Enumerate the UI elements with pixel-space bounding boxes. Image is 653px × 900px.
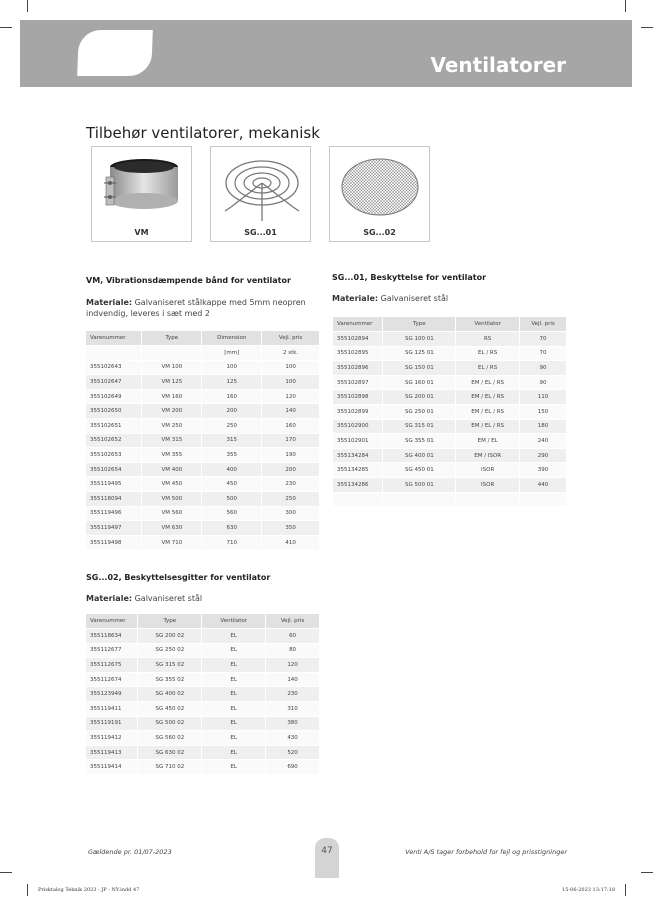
table-row xyxy=(86,658,320,673)
product-card-sg02 xyxy=(329,146,430,242)
crop-mark xyxy=(625,884,626,896)
table-row xyxy=(86,448,320,463)
table-cell: VM 200 xyxy=(142,404,202,419)
table-cell: SG 355 01 xyxy=(383,434,456,449)
table-row xyxy=(333,361,567,376)
table-row xyxy=(86,375,320,390)
table-cell: EL xyxy=(202,672,266,687)
material-label: Materiale: xyxy=(86,298,133,307)
crop-mark xyxy=(641,27,653,28)
table-cell xyxy=(520,492,567,507)
table-cell: 140 xyxy=(262,404,320,419)
table-cell: 355 xyxy=(202,448,262,463)
table-cell: 110 xyxy=(520,390,567,405)
table-cell: VM 315 xyxy=(142,433,202,448)
table-cell: SG 250 02 xyxy=(138,643,202,658)
table-cell: 355118634 xyxy=(86,629,138,644)
table-cell: 355119496 xyxy=(86,506,142,521)
table-cell: 315 xyxy=(202,433,262,448)
table-cell: 355102899 xyxy=(333,405,383,420)
table-cell: 355134286 xyxy=(333,478,383,493)
table-row xyxy=(333,419,567,434)
table-cell: 400 xyxy=(202,462,262,477)
table-cell: 430 xyxy=(266,731,320,746)
table-cell: VM 630 xyxy=(142,521,202,536)
material-label: Materiale: xyxy=(332,294,379,303)
table-cell: EL / RS xyxy=(456,361,520,376)
disclaimer: Venti A/S tager forbehold for fejl og prisstigninger xyxy=(405,848,567,856)
table-cell: 355112675 xyxy=(86,658,138,673)
table-cell: 160 xyxy=(262,419,320,434)
table-cell: VM 710 xyxy=(142,535,202,550)
table-row xyxy=(86,731,320,746)
column-header: Type xyxy=(383,317,456,332)
table-row xyxy=(86,492,320,507)
print-slug-date: 15-06-2023 13:17:18 xyxy=(562,887,615,893)
table-cell: ISOR xyxy=(456,478,520,493)
unit-cell xyxy=(142,346,202,361)
table-row xyxy=(333,390,567,405)
table-cell: 355119413 xyxy=(86,745,138,760)
table-cell: 180 xyxy=(520,419,567,434)
crop-mark xyxy=(0,27,12,28)
table-cell: SG 400 02 xyxy=(138,687,202,702)
table-cell xyxy=(383,492,456,507)
table-cell: 710 xyxy=(202,535,262,550)
table-cell: VM 125 xyxy=(142,375,202,390)
table-cell: 520 xyxy=(266,745,320,760)
table-cell: 310 xyxy=(266,702,320,717)
vm-clamp-image xyxy=(92,147,193,227)
table-row xyxy=(86,389,320,404)
table-cell: RS xyxy=(456,332,520,347)
crop-mark xyxy=(625,0,626,12)
table-cell: EL xyxy=(202,760,266,775)
sg02-price-table xyxy=(86,614,320,775)
table-row xyxy=(86,521,320,536)
table-cell: 120 xyxy=(262,389,320,404)
sg01-guard-image xyxy=(211,147,312,227)
table-cell: EL / RS xyxy=(456,346,520,361)
column-header: Dimension xyxy=(202,331,262,346)
table-row xyxy=(86,643,320,658)
column-header: Type xyxy=(138,614,202,629)
table-cell: SG 125 01 xyxy=(383,346,456,361)
header-band xyxy=(20,20,632,87)
sg01-price-table xyxy=(333,317,567,507)
page-title: Tilbehør ventilatorer, mekanisk xyxy=(86,124,320,142)
table-cell: 380 xyxy=(266,716,320,731)
table-cell: SG 150 01 xyxy=(383,361,456,376)
table-cell: 250 xyxy=(202,419,262,434)
table-cell: 355119414 xyxy=(86,760,138,775)
table-cell: 355102647 xyxy=(86,375,142,390)
table-row xyxy=(86,745,320,760)
vm-price-table xyxy=(86,331,320,550)
table-cell: VM 400 xyxy=(142,462,202,477)
validity-note: Gældende pr. 01/07-2023 xyxy=(88,848,172,856)
table-row xyxy=(86,462,320,477)
table-cell: 200 xyxy=(202,404,262,419)
table-cell: ISOR xyxy=(456,463,520,478)
column-header: Varenummer xyxy=(333,317,383,332)
table-cell: 240 xyxy=(520,434,567,449)
table-cell: EL xyxy=(202,629,266,644)
unit-cell: 2 stk. xyxy=(262,346,320,361)
table-cell: SG 200 01 xyxy=(383,390,456,405)
table-cell: EL xyxy=(202,716,266,731)
table-cell: SG 500 02 xyxy=(138,716,202,731)
table-row xyxy=(333,346,567,361)
material-label: Materiale: xyxy=(86,594,133,603)
table-cell: 500 xyxy=(202,492,262,507)
table-row xyxy=(86,506,320,521)
table-cell: VM 500 xyxy=(142,492,202,507)
table-cell: EL xyxy=(202,687,266,702)
table-cell: 355112677 xyxy=(86,643,138,658)
table-cell: EL xyxy=(202,658,266,673)
table-cell: SG 630 02 xyxy=(138,745,202,760)
table-row xyxy=(86,360,320,375)
table-row xyxy=(86,629,320,644)
table-row xyxy=(86,760,320,775)
table-cell: 355102894 xyxy=(333,332,383,347)
table-row xyxy=(86,404,320,419)
table-cell: SG 250 01 xyxy=(383,405,456,420)
section-title-header: Ventilatorer xyxy=(430,53,566,77)
column-header: Vejl. pris xyxy=(266,614,320,629)
table-cell: 80 xyxy=(266,643,320,658)
table-cell: 355119495 xyxy=(86,477,142,492)
table-cell: EL xyxy=(202,702,266,717)
table-cell: 100 xyxy=(262,375,320,390)
table-row xyxy=(333,463,567,478)
table-cell: VM 250 xyxy=(142,419,202,434)
table-cell: EL xyxy=(202,643,266,658)
table-cell: SG 160 01 xyxy=(383,375,456,390)
material-text: Galvaniseret stål xyxy=(134,594,203,603)
table-row xyxy=(333,448,567,463)
table-cell: 160 xyxy=(202,389,262,404)
table-cell: EM / EL xyxy=(456,434,520,449)
table-cell: 355118094 xyxy=(86,492,142,507)
unit-cell xyxy=(86,346,142,361)
material-text: Galvaniseret stålkappe med 5mm neopren indvendig, leveres i sæt med 2 xyxy=(86,298,306,318)
table-cell: EM / EL / RS xyxy=(456,419,520,434)
table-cell: 230 xyxy=(266,687,320,702)
sg01-section-title: SG...01, Beskyttelse for ventilator xyxy=(332,273,487,282)
table-cell: 250 xyxy=(262,492,320,507)
table-cell: 350 xyxy=(262,521,320,536)
table-cell: SG 500 01 xyxy=(383,478,456,493)
crop-mark xyxy=(0,872,12,873)
table-row xyxy=(86,433,320,448)
product-caption: VM xyxy=(134,228,149,237)
table-cell: 150 xyxy=(520,405,567,420)
table-cell: SG 315 02 xyxy=(138,658,202,673)
table-cell: 70 xyxy=(520,332,567,347)
crop-mark xyxy=(641,872,653,873)
table-cell: SG 315 01 xyxy=(383,419,456,434)
column-header: Type xyxy=(142,331,202,346)
table-row xyxy=(86,419,320,434)
product-card-vm xyxy=(91,146,192,242)
table-cell: 90 xyxy=(520,361,567,376)
table-header-row xyxy=(86,614,320,629)
table-cell: 300 xyxy=(262,506,320,521)
table-cell: 355102652 xyxy=(86,433,142,448)
table-cell: EM / ISOR xyxy=(456,448,520,463)
product-card-sg01 xyxy=(210,146,311,242)
table-cell: VM 160 xyxy=(142,389,202,404)
table-cell: 355119412 xyxy=(86,731,138,746)
table-cell: SG 400 01 xyxy=(383,448,456,463)
table-cell: 140 xyxy=(266,672,320,687)
table-row xyxy=(86,702,320,717)
table-cell: VM 355 xyxy=(142,448,202,463)
column-header: Varenummer xyxy=(86,331,142,346)
table-header-row xyxy=(86,331,320,346)
table-cell: 355102895 xyxy=(333,346,383,361)
table-row xyxy=(333,375,567,390)
table-cell: 355123949 xyxy=(86,687,138,702)
table-row xyxy=(86,672,320,687)
unit-cell: [mm] xyxy=(202,346,262,361)
table-cell: 450 xyxy=(202,477,262,492)
material-text: Galvaniseret stål xyxy=(380,294,449,303)
table-cell: SG 560 02 xyxy=(138,731,202,746)
crop-mark xyxy=(27,0,28,12)
table-cell: VM 560 xyxy=(142,506,202,521)
table-cell: 170 xyxy=(262,433,320,448)
table-cell: 90 xyxy=(520,375,567,390)
table-cell: 120 xyxy=(266,658,320,673)
table-cell: 630 xyxy=(202,521,262,536)
table-cell: 355119498 xyxy=(86,535,142,550)
table-cell: 355102901 xyxy=(333,434,383,449)
table-cell: 355102649 xyxy=(86,389,142,404)
table-cell: 355102898 xyxy=(333,390,383,405)
vm-section-title: VM, Vibrationsdæmpende bånd for ventilator xyxy=(86,276,291,285)
table-cell: 355102900 xyxy=(333,419,383,434)
table-cell: 355112674 xyxy=(86,672,138,687)
sg02-section-title: SG...02, Beskyttelsesgitter for ventilator xyxy=(86,573,271,582)
table-cell: 290 xyxy=(520,448,567,463)
table-row xyxy=(333,492,567,507)
table-cell: EL xyxy=(202,731,266,746)
table-row xyxy=(333,478,567,493)
sg02-grille-image xyxy=(330,147,431,227)
table-cell: 355119497 xyxy=(86,521,142,536)
table-cell: SG 710 02 xyxy=(138,760,202,775)
table-cell: 440 xyxy=(520,478,567,493)
print-slug-file: Prisktalog Teknik 2023 - JP - NY.indd 47 xyxy=(38,887,140,893)
table-cell: SG 200 02 xyxy=(138,629,202,644)
table-cell: 355102897 xyxy=(333,375,383,390)
table-cell: SG 355 02 xyxy=(138,672,202,687)
column-header: Vejl. pris xyxy=(520,317,567,332)
table-cell: 355102896 xyxy=(333,361,383,376)
table-cell: EL xyxy=(202,745,266,760)
table-cell: 355134285 xyxy=(333,463,383,478)
table-row xyxy=(86,535,320,550)
table-row xyxy=(86,687,320,702)
column-header: Ventilator xyxy=(456,317,520,332)
table-cell xyxy=(333,492,383,507)
crop-mark xyxy=(27,884,28,896)
table-cell: 560 xyxy=(202,506,262,521)
table-cell: VM 450 xyxy=(142,477,202,492)
table-cell: EM / EL / RS xyxy=(456,375,520,390)
table-cell: VM 100 xyxy=(142,360,202,375)
table-cell: SG 100 01 xyxy=(383,332,456,347)
table-cell: 355102643 xyxy=(86,360,142,375)
table-cell: 690 xyxy=(266,760,320,775)
page-number: 47 xyxy=(321,846,333,856)
table-cell: 355102654 xyxy=(86,462,142,477)
table-cell: 100 xyxy=(202,360,262,375)
column-header: Vejl. pris xyxy=(262,331,320,346)
table-unit-row xyxy=(86,346,320,361)
sg02-material xyxy=(86,593,326,604)
page-number-tab xyxy=(315,838,339,878)
sg01-material xyxy=(332,293,572,304)
table-cell: EM / EL / RS xyxy=(456,390,520,405)
table-cell: SG 450 01 xyxy=(383,463,456,478)
table-cell: 355119411 xyxy=(86,702,138,717)
vm-material xyxy=(86,297,336,319)
column-header: Varenummer xyxy=(86,614,138,629)
table-row xyxy=(333,434,567,449)
table-cell: EM / EL / RS xyxy=(456,405,520,420)
table-cell: 410 xyxy=(262,535,320,550)
header-tab-notch xyxy=(77,30,153,76)
table-cell: 70 xyxy=(520,346,567,361)
table-cell: 200 xyxy=(262,462,320,477)
table-cell: 355102653 xyxy=(86,448,142,463)
product-caption: SG...02 xyxy=(363,228,396,237)
table-cell: 60 xyxy=(266,629,320,644)
table-cell: 190 xyxy=(262,448,320,463)
product-caption: SG...01 xyxy=(244,228,277,237)
table-cell: 230 xyxy=(262,477,320,492)
table-cell: 355119191 xyxy=(86,716,138,731)
table-cell: 100 xyxy=(262,360,320,375)
table-row xyxy=(86,477,320,492)
table-cell: SG 450 02 xyxy=(138,702,202,717)
column-header: Ventilator xyxy=(202,614,266,629)
table-cell xyxy=(456,492,520,507)
table-row xyxy=(333,332,567,347)
table-row xyxy=(333,405,567,420)
table-cell: 125 xyxy=(202,375,262,390)
table-cell: 355102650 xyxy=(86,404,142,419)
table-cell: 355134284 xyxy=(333,448,383,463)
table-cell: 390 xyxy=(520,463,567,478)
table-header-row xyxy=(333,317,567,332)
table-cell: 355102651 xyxy=(86,419,142,434)
table-row xyxy=(86,716,320,731)
